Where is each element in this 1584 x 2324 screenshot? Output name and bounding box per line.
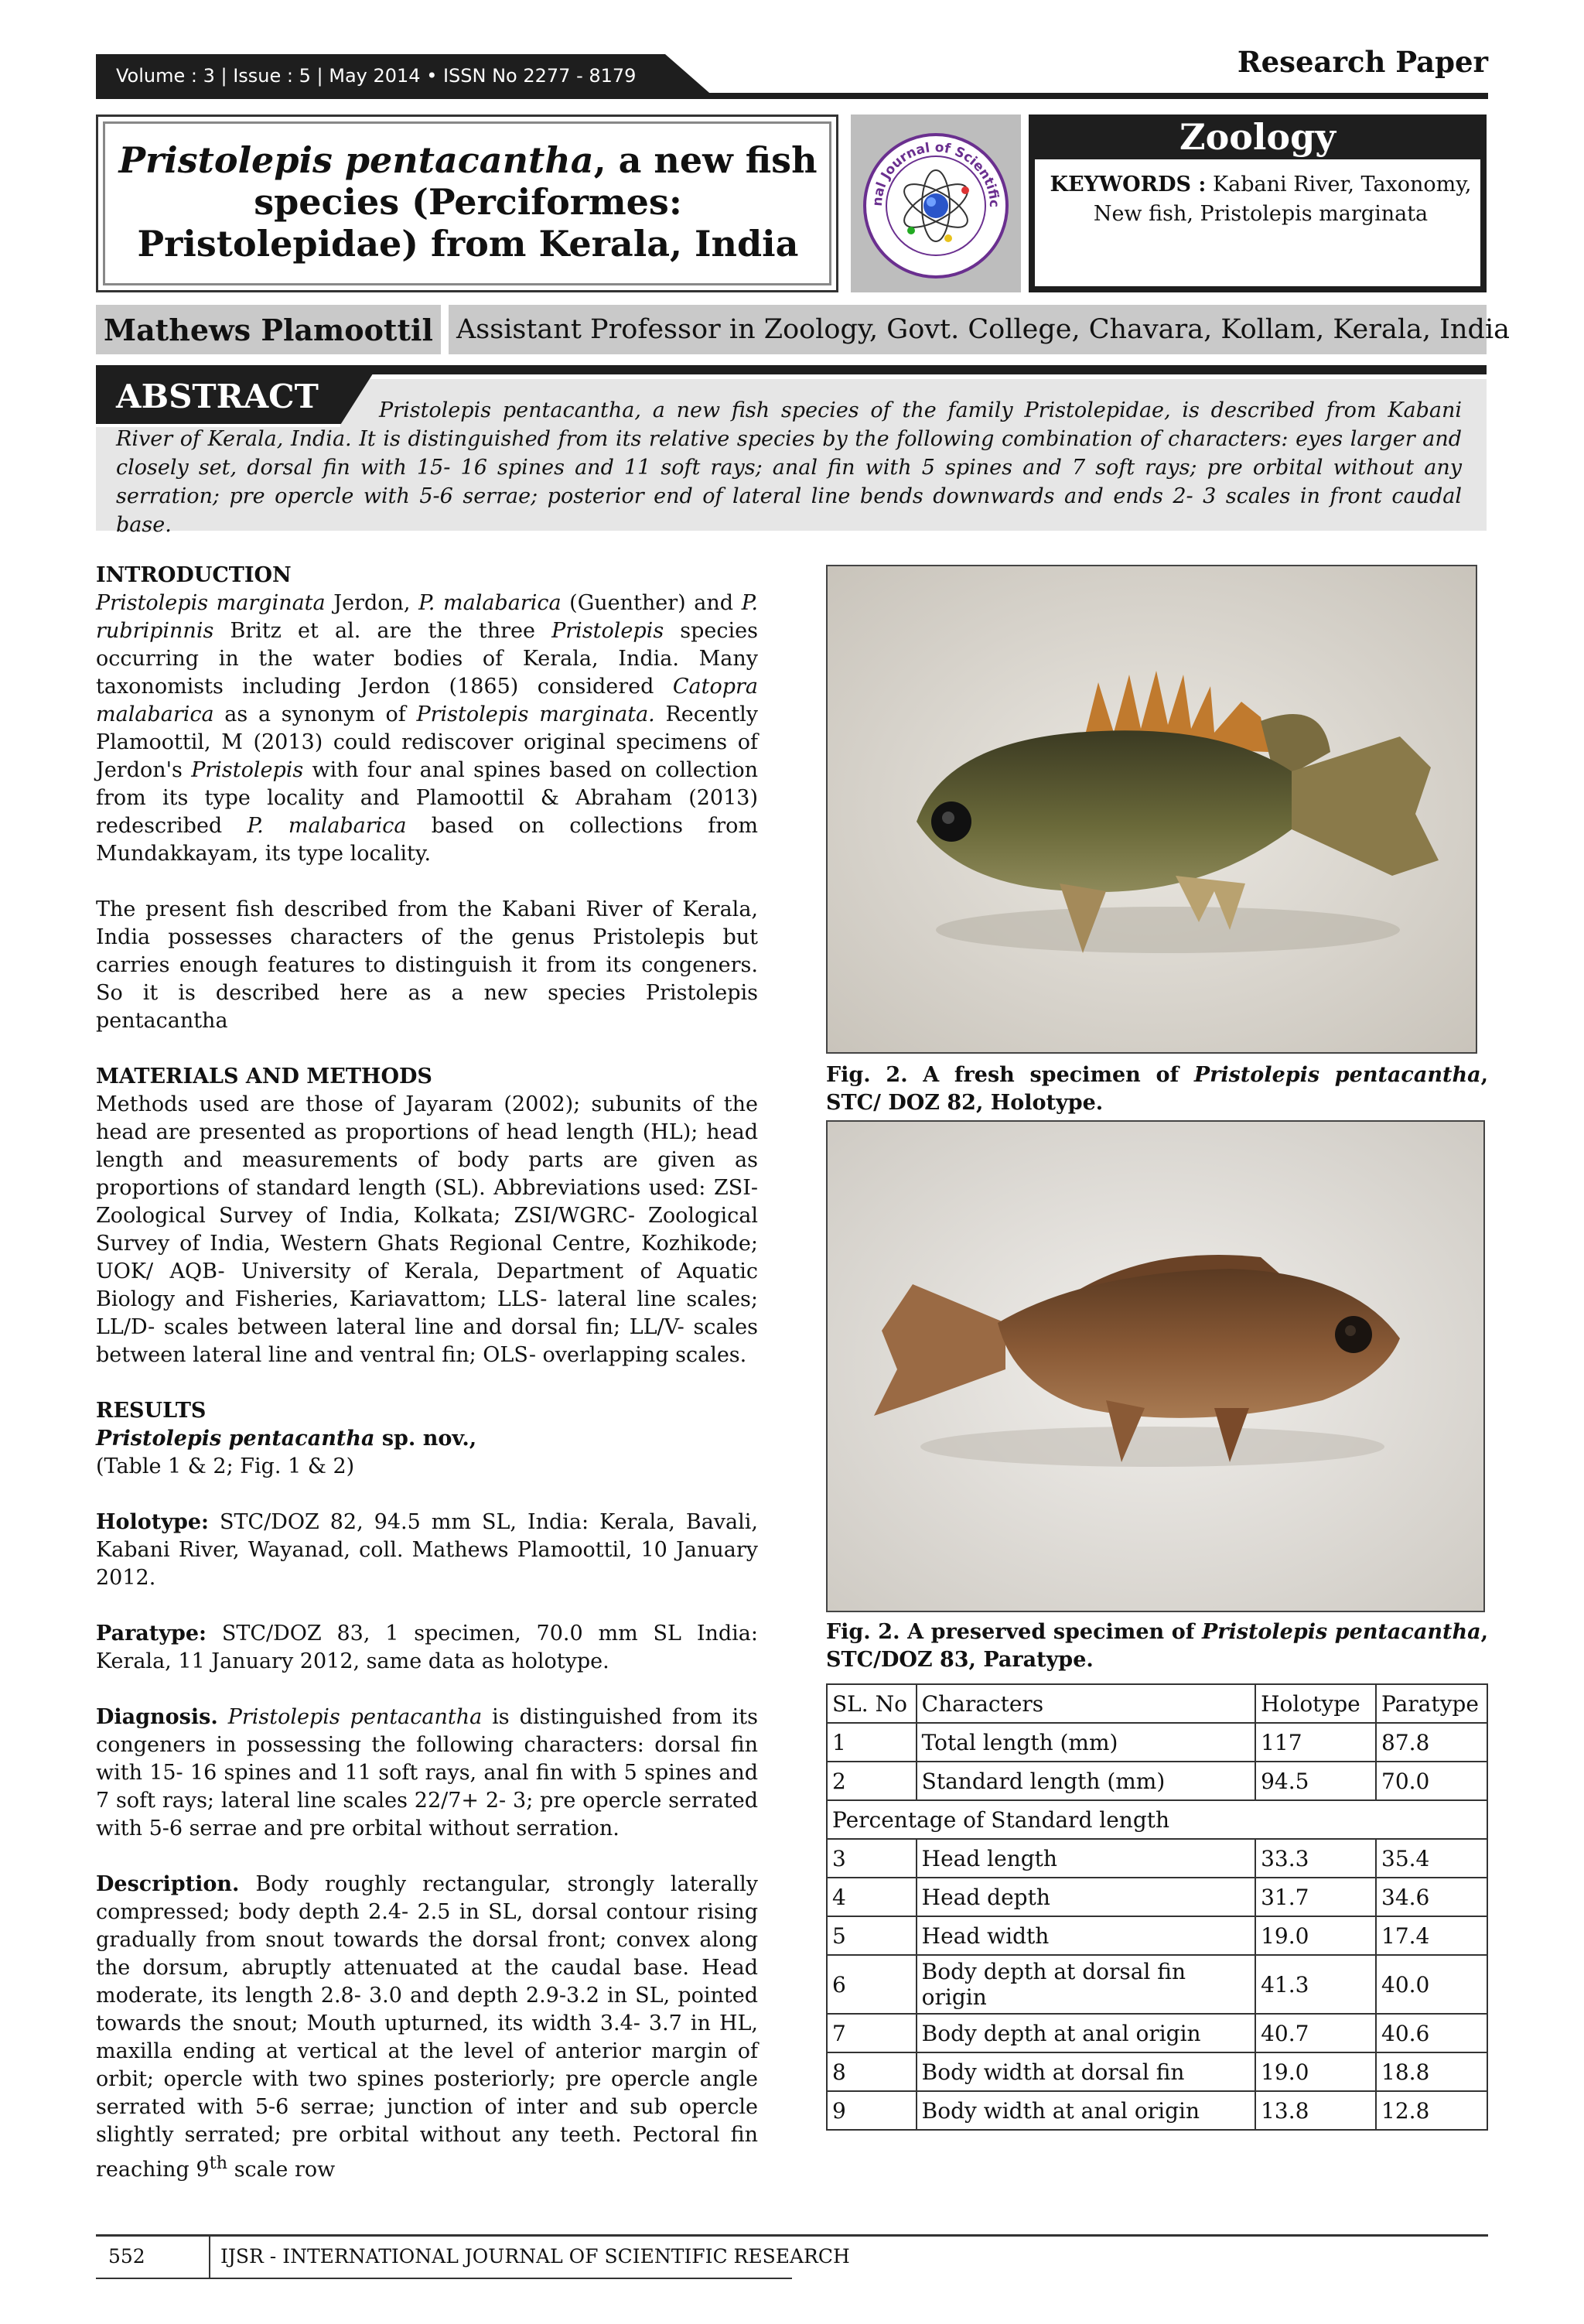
description-end: scale row [227,2158,336,2182]
table-cell: 13.8 [1255,2091,1376,2130]
table-row [827,2014,1487,2052]
author-name: Mathews Plamoottil [104,313,433,347]
table-cell: 87.8 [1376,1723,1487,1762]
description-text: Body roughly rectangular, strongly laterally compressed; body depth 2.4- 2.5 in SL, dorsal contour rising gradually from snout towards the dorsal front; convex along the dorsum, abruptly attenuated at the caudal base. Head moderate, its length 2.8- 3.0 and depth 2.9-3.2 in SL, pointed towards the snout; Mouth upturned, its width 3.4- 3.7 in HL, maxilla ending at vertical at the level of anterior margin of orbit; opercle with two spines posteriorly; pre opercle angle serrated with 5-6 serrae; junction of inter and sub opercle slightly serrated; pre orbital without any teeth. Pectoral fin reaching 9 [96,1872,758,2182]
methods-paragraph: Methods used are those of Jayaram (2002); subunits of the head are presented as proportions of head length (HL); head length and measurements of body parts are given as proportions of standard length (SL). Abbreviations used: ZSI- Zoological Survey of India, Kolkata; ZSI/WGRC- Zoological Survey of India, Western Ghats Regional Centre, Kozhikode; UOK/ AQB- University of Kerala, Department of Aquatic Biology and Fisheries, Kariavattom; LLS- lateral line scales; LL/D- scales between lateral line and dorsal fin; LL/V- scales between lateral line and ventral fin; OLS- overlapping scales. [96,1092,758,1367]
results-references: (Table 1 & 2; Fig. 1 & 2) [96,1454,355,1478]
table-cell: 4 [827,1878,917,1916]
table-cell: Total length (mm) [917,1723,1255,1762]
page-number: 552 [108,2245,145,2268]
table-cell: 6 [827,1955,917,2014]
table-header-cell: SL. No [827,1684,917,1723]
text-run: Recently Plamoottil, M (2013) could rediscover original specimens of Jerdon's [96,702,758,782]
diagnosis-paragraph [96,1704,758,1843]
table-row [827,2052,1487,2091]
species-name: P. malabarica [418,591,562,615]
table-section-row [827,1800,1487,1839]
species-name: P. rubripinnis [96,591,758,643]
title-rest: , a new fish species (Perciformes: Pristolepidae) from Kerala, India [137,139,818,265]
table-cell: 40.0 [1376,1955,1487,2014]
text-run: based on collections from Mundakkayam, its type locality. [96,814,759,866]
methods-heading: MATERIALS AND METHODS [96,1065,432,1089]
subject-title: Zoology [1179,116,1336,158]
text-run: species occurring in the water bodies of Kerala, India. Many taxonomists including Jerdon (1865) considered [96,619,759,699]
issue-line: Volume : 3 | Issue : 5 | May 2014 • ISSN No 2277 - 8179 [116,65,637,87]
left-column [96,562,758,2212]
species-name: Catopra malabarica [96,675,758,726]
table-section-label: Percentage of Standard length [827,1800,1487,1839]
caption-species: Pristolepis pentacantha [1201,1620,1481,1644]
description-label: Description. [96,1872,240,1896]
table-cell: Head depth [917,1878,1255,1916]
caption-species: Pristolepis pentacantha [1193,1063,1481,1087]
sp-nov: sp. nov., [374,1427,477,1451]
paratype-label: Paratype: [96,1622,207,1646]
paratype-paragraph [96,1620,758,1676]
table-cell: 5 [827,1916,917,1955]
table-cell: Head width [917,1916,1255,1955]
table-header-cell: Holotype [1255,1684,1376,1723]
footer-separator [209,2236,210,2279]
table-cell: 35.4 [1376,1839,1487,1878]
table-cell: Body depth at anal origin [917,2014,1255,2052]
abstract-label: ABSTRACT [116,378,319,415]
table-row [827,1955,1487,2014]
figure-holotype-photo [826,565,1477,1054]
table-cell: 117 [1255,1723,1376,1762]
keywords-list: Kabani River, Taxonomy, New fish, Pristolepis marginata [1093,173,1472,226]
figure-paratype-caption [826,1618,1488,1674]
table-cell: 1 [827,1723,917,1762]
keywords-label: KEYWORDS : [1050,173,1207,197]
caption-text: , STC/ DOZ 82, Holotype. [826,1063,1489,1115]
text-run: with four anal spines based on collection from its type locality and Plamoottil & Abraham (2013) redescribed [96,758,758,838]
holotype-paragraph [96,1509,758,1592]
table-row [827,1916,1487,1955]
paper-title [116,139,820,265]
caption-text: Fig. 2. A fresh specimen of [826,1063,1194,1087]
table-cell: 70.0 [1376,1762,1487,1800]
table-cell: 34.6 [1376,1878,1487,1916]
genus-name: Pristolepis [191,758,304,782]
fish-fresh-illustration [828,566,1476,1052]
paratype-text: STC/DOZ 83, 1 specimen, 70.0 mm SL India: Kerala, 11 January 2012, same data as holotype. [96,1622,758,1673]
table-cell: 12.8 [1376,2091,1487,2130]
table-header-row [827,1684,1487,1723]
table-cell: 19.0 [1255,1916,1376,1955]
keywords [1044,170,1477,229]
text-run: as a synonym of [213,702,417,726]
holotype-label: Holotype: [96,1510,209,1534]
table-cell: 9 [827,2091,917,2130]
table-cell: 94.5 [1255,1762,1376,1800]
diagnosis-label: Diagnosis. [96,1705,218,1729]
title-species: Pristolepis pentacantha [118,139,594,181]
logo-arc-text: nal Journal of Scientific [869,139,1002,208]
table-cell: 7 [827,2014,917,2052]
table-header-cell: Paratype [1376,1684,1487,1723]
genus-name: Pristolepis [551,619,664,643]
table-cell: 3 [827,1839,917,1878]
footer-underline [96,2278,792,2279]
intro-paragraph-1 [96,590,758,868]
journal-logo [851,114,1021,292]
text-run: (Guenther) and [561,591,742,615]
table-row [827,1762,1487,1800]
abstract-text: Pristolepis pentacantha, a new fish species of the family Pristolepidae, is described from Kabani River of Kerala, India. It is distinguished from its relative species by the following combination of characters: eyes larger and closely set, dorsal fin with 15- 16 spines and 11 soft rays; anal fin with 5 spines and 7 soft rays; pre orbital without any serration; pre opercle with 5-6 serrae; posterior end of lateral line bends downwards and ends 2- 3 scales in front caudal base. [116,398,1462,537]
fish-preserved-illustration [828,1122,1483,1611]
species-name: P. malabarica [247,814,407,838]
figure-paratype-photo [826,1120,1485,1612]
table-cell: Body width at anal origin [917,2091,1255,2130]
description-paragraph [96,1871,758,2184]
table-cell: 33.3 [1255,1839,1376,1878]
footer-rule [96,2234,1488,2237]
table-header-cell: Characters [917,1684,1255,1723]
holotype-text: STC/DOZ 82, 94.5 mm SL, India: Kerala, Bavali, Kabani River, Wayanad, coll. Mathews Plamoottil, 10 January 2012. [96,1510,758,1590]
species-name: Pristolepis pentacantha [227,1705,483,1729]
table-cell: 2 [827,1762,917,1800]
superscript: th [209,2153,228,2173]
table-row [827,1878,1487,1916]
journal-logo-box [851,114,1021,292]
text-run: Britz et al. are the three [213,619,552,643]
figure-holotype-caption [826,1061,1488,1117]
header-rule [96,93,1488,99]
table-cell: 8 [827,2052,917,2091]
author-affiliation: Assistant Professor in Zoology, Govt. College, Chavara, Kollam, Kerala, India [456,314,1511,345]
caption-text: , STC/DOZ 83, Paratype. [826,1620,1488,1672]
diagnosis-text: is distinguished from its congeners in possessing the following characters: dorsal fin with 15- 16 spines and 11 soft rays, anal fin with 5 spines and 7 soft rays; lateral line scales 22/7+ 2- 3; pre opercle serrated with 5-6 serrae and pre orbital without serration. [96,1705,758,1840]
table-cell: 41.3 [1255,1955,1376,2014]
table-cell: Standard length (mm) [917,1762,1255,1800]
intro-heading: INTRODUCTION [96,563,292,587]
journal-name: IJSR - INTERNATIONAL JOURNAL OF SCIENTIFIC RESEARCH [220,2245,850,2268]
results-heading: RESULTS [96,1399,207,1423]
table-cell: Head length [917,1839,1255,1878]
measurements-table [826,1683,1488,2131]
table-cell: 18.8 [1376,2052,1487,2091]
table-cell: 40.6 [1376,2014,1487,2052]
text-run: Jerdon, [325,591,419,615]
table-row [827,2091,1487,2130]
table-cell: 19.0 [1255,2052,1376,2091]
table-row [827,1723,1487,1762]
intro-paragraph-2: The present fish described from the Kabani River of Kerala, India possesses characters of the genus Pristolepis but carries enough features to distinguish it from its congeners. So it is described here as a new species Pristolepis pentacantha [96,897,758,1033]
results-species-line [96,1425,758,1453]
table-row [827,1839,1487,1878]
caption-text: Fig. 2. A preserved specimen of [826,1620,1202,1644]
table-cell: Body width at dorsal fin [917,2052,1255,2091]
species-name: Pristolepis marginata. [416,702,655,726]
doc-type-label: Research Paper [1237,45,1488,79]
species-name: Pristolepis marginata [96,591,326,615]
table-cell: 40.7 [1255,2014,1376,2052]
table-cell: Body depth at dorsal fin origin [917,1955,1255,2014]
table-cell: 31.7 [1255,1878,1376,1916]
species-name: Pristolepis pentacantha [96,1427,375,1451]
table-cell: 17.4 [1376,1916,1487,1955]
measurements-table-wrapper [826,1683,1488,2131]
